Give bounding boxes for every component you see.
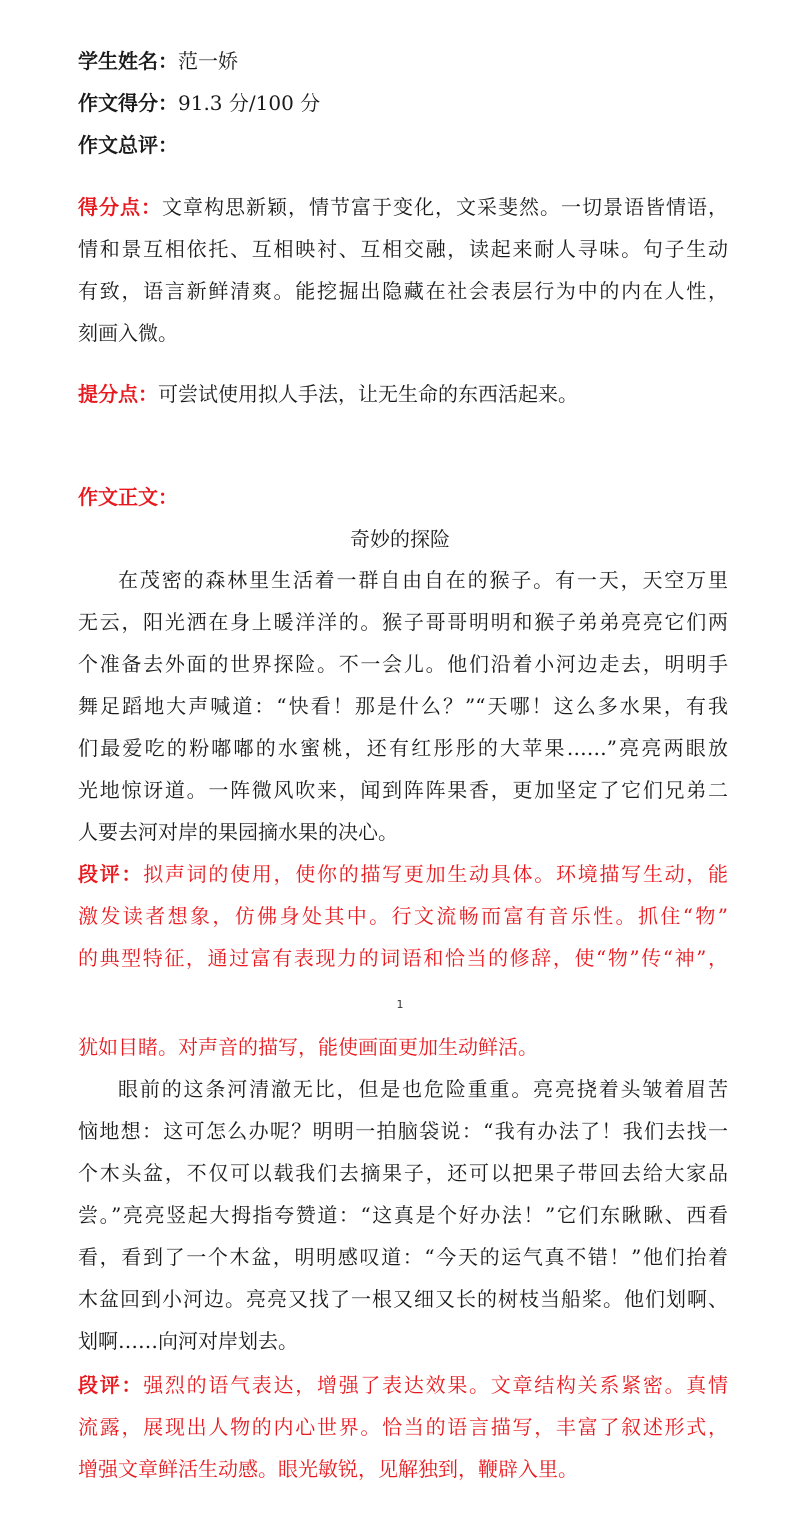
para1-line-5: 们最爱吃的粉嘟嘟的水蜜桃，还有红彤彤的大苹果……”亮亮两眼放 (78, 736, 728, 760)
comment1-line-1 (78, 855, 728, 893)
para1-line-1: 在茂密的森林里生活着一群自由自在的猴子。有一天，天空万里 (118, 568, 728, 592)
comment2-line-3: 增强文章鲜活生动感。眼光敏锐，见解独到，鞭辟入里。 (78, 1457, 578, 1481)
para2-line-2: 恼地想：这可怎么办呢？明明一拍脑袋说：“我有办法了！我们去找一 (78, 1119, 728, 1143)
essay-body-label: 作文正文： (78, 485, 178, 509)
comment2-line-2: 流露，展现出人物的内心世界。恰当的语言描写，丰富了叙述形式， (78, 1415, 728, 1439)
para2-line-1: 眼前的这条河清澈无比，但是也危险重重。亮亮挠着头皱着眉苦 (118, 1077, 728, 1101)
strength-text-1: 文章构思新颖，情节富于变化，文采斐然。一切景语皆情语， (162, 195, 728, 219)
comment1-label: 段评： (78, 862, 144, 886)
para1-line-2: 无云，阳光洒在身上暖洋洋的。猴子哥哥明明和猴子弟弟亮亮它们两 (78, 610, 728, 634)
student-name-value: 范一娇 (178, 49, 238, 73)
comment2-label: 段评： (78, 1373, 144, 1397)
para1-line-3: 个准备去外面的世界探险。不一会儿。他们沿着小河边走去，明明手 (78, 652, 728, 676)
para1-line-4: 舞足蹈地大声喊道：“快看！那是什么？”“天哪！这么多水果，有我 (78, 694, 728, 718)
strength-line-2: 情和景互相依托、互相映衬、互相交融，读起来耐人寻味。句子生动 (78, 237, 728, 261)
para2-line-6: 木盆回到小河边。亮亮又找了一根又细又长的树枝当船桨。他们划啊、 (78, 1287, 728, 1311)
student-name-label: 学生姓名： (78, 49, 178, 73)
comment1-tail: 犹如目睹。对声音的描写，能使画面更加生动鲜活。 (78, 1035, 538, 1059)
para2-line-7: 划啊……向河对岸划去。 (78, 1329, 298, 1353)
page-number: 1 (396, 998, 404, 1011)
para1-line-6: 光地惊讶道。一阵微风吹来，闻到阵阵果香，更加坚定了它们兄弟二 (78, 778, 728, 802)
para2-line-5: 看，看到了一个木盆，明明感叹道：“今天的运气真不错！”他们抬着 (78, 1245, 728, 1269)
student-name-line (78, 42, 728, 80)
essay-title: 奇妙的探险 (350, 527, 450, 551)
essay-score-line (78, 84, 728, 122)
strength-line-3: 有致，语言新鲜清爽。能挖掘出隐藏在社会表层行为中的内在人性， (78, 279, 728, 303)
improve-label: 提分点： (78, 382, 158, 406)
comment1-line-2: 激发读者想象，仿佛身处其中。行文流畅而富有音乐性。抓住“物” (78, 904, 728, 928)
comment2-line-1 (78, 1366, 728, 1404)
essay-score-value: 91.3 分/100 分 (178, 91, 321, 115)
strength-label: 得分点： (78, 195, 162, 219)
comment1-text-1: 拟声词的使用，使你的描写更加生动具体。环境描写生动，能 (143, 862, 729, 886)
para2-line-3: 个木头盆，不仅可以载我们去摘果子，还可以把果子带回去给大家品 (78, 1161, 728, 1185)
improve-line (78, 375, 728, 413)
para2-line-4: 尝。”亮亮竖起大拇指夸赞道：“这真是个好办法！”它们东瞅瞅、西看 (78, 1203, 728, 1227)
para1-line-7: 人要去河对岸的果园摘水果的决心。 (78, 820, 398, 844)
essay-score-label: 作文得分： (78, 91, 178, 115)
comment2-text-1: 强烈的语气表达，增强了表达效果。文章结构关系紧密。真情 (143, 1373, 729, 1397)
improve-text: 可尝试使用拟人手法，让无生命的东西活起来。 (158, 382, 578, 406)
essay-summary-label: 作文总评： (78, 133, 178, 157)
strength-line-4: 刻画入微。 (78, 321, 178, 345)
strength-line-1 (78, 188, 728, 226)
comment1-line-3: 的典型特征，通过富有表现力的词语和恰当的修辞，使“物”传“神”， (78, 946, 728, 970)
